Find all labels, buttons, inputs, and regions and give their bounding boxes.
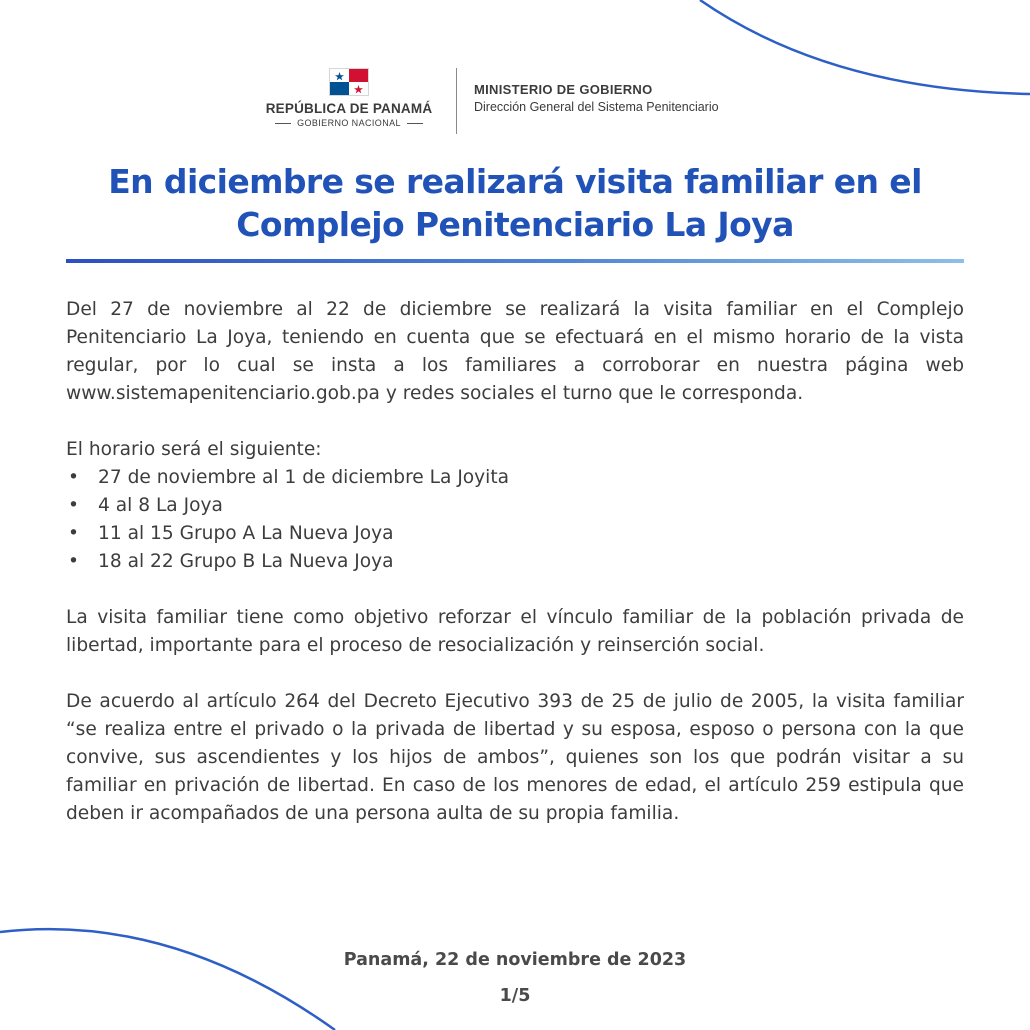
- publication-date: Panamá, 22 de noviembre de 2023: [343, 950, 687, 970]
- ministry-block: [474, 82, 719, 114]
- government-logo: [258, 66, 440, 128]
- paragraph-intro: Del 27 de noviembre al 22 de diciembre se realizará la visita familiar en el Complejo Penitenciario La Joya, teniendo en cuenta que se efectuará en el mismo horario de la vista regular, por lo cual se insta a los familiares a corroborar en nuestra página web www.sistemapenitenciario.gob.pa y redes sociales el turno que le corresponda.: [66, 299, 964, 404]
- title-underline: [66, 259, 964, 263]
- government-subtitle-row: [258, 118, 440, 128]
- schedule-item: • 27 de noviembre al 1 de diciembre La Joyita: [66, 464, 964, 492]
- schedule-intro: El horario será el siguiente:: [66, 439, 322, 460]
- schedule-item: • 4 al 8 La Joya: [66, 492, 964, 520]
- panama-flag-icon: [329, 68, 369, 96]
- page-title: [40, 160, 990, 246]
- divider-dash: [275, 123, 291, 124]
- paragraph-objective: La visita familiar tiene como objetivo reforzar el vínculo familiar de la población privada de libertad, importante para el proceso de resocialización y reinserción social.: [66, 607, 964, 656]
- government-name: REPÚBLICA DE PANAMÁ: [265, 101, 433, 116]
- ministry-name: MINISTERIO DE GOBIERNO: [474, 82, 653, 97]
- header: [0, 66, 1030, 136]
- ministry-department: Dirección General del Sistema Penitenciario: [474, 100, 719, 114]
- bottom-left-arc: [0, 929, 335, 1030]
- title-line-2: Complejo Penitenciario La Joya: [236, 205, 794, 244]
- header-divider: [456, 68, 457, 134]
- schedule-list: [66, 464, 964, 576]
- article-body: [66, 296, 964, 828]
- page-indicator: 1/5: [499, 986, 531, 1006]
- divider-dash: [407, 123, 423, 124]
- paragraph-decree: De acuerdo al artículo 264 del Decreto Ejecutivo 393 de 25 de julio de 2005, la visita familiar “se realiza entre el privado o la privada de libertad y su esposa, esposo o persona con la que convive, sus ascendientes y los hijos de ambos”, quienes son los que podrán visitar a su familiar en privación de libertad. En caso de los menores de edad, el artículo 259 estipula que deben ir acompañados de una persona aulta de su propia familia.: [66, 691, 964, 824]
- government-subtitle: GOBIERNO NACIONAL: [297, 118, 401, 128]
- schedule-item: • 11 al 15 Grupo A La Nueva Joya: [66, 520, 964, 548]
- schedule-item: • 18 al 22 Grupo B La Nueva Joya: [66, 548, 964, 576]
- title-line-1: En diciembre se realizará visita familiar en el: [108, 162, 922, 201]
